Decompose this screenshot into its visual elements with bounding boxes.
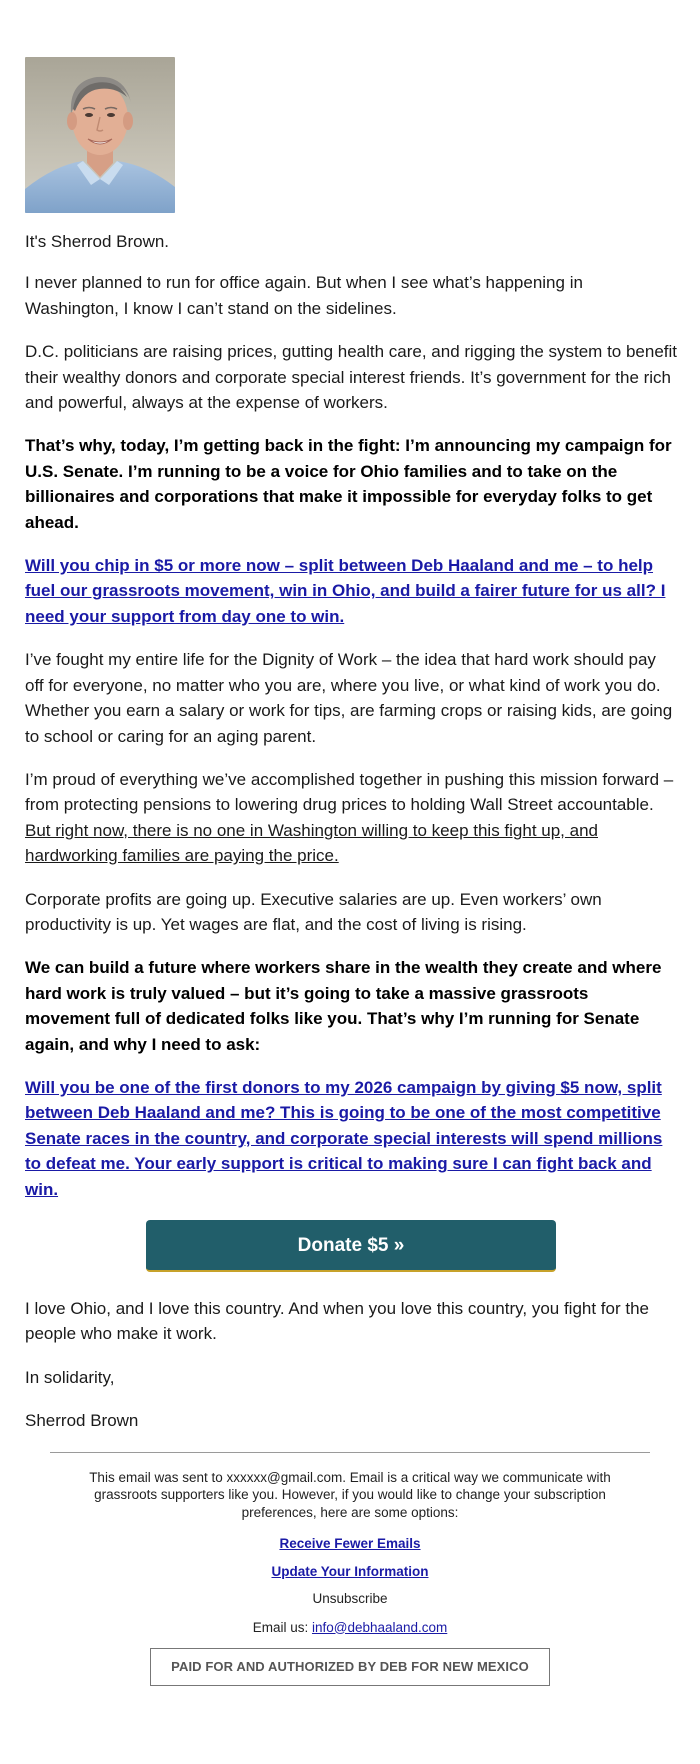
paragraph-announcement: That’s why, today, I’m getting back in the fight: I’m announcing my campaign for U.S. Senate. I’m running to be a voice for Ohio families and to take on the billionaires and corporations that make it impossible for everyday folks to get ahead. <box>25 436 672 532</box>
unsubscribe-link[interactable]: Unsubscribe <box>312 1591 388 1607</box>
paragraph-dignity-of-work: I’ve fought my entire life for the Dignity of Work – the idea that hard work should pay off for everyone, no matter who you are, where you live, or what kind of work you do. Whether you earn a salary or work for tips, are farming crops or raising kids, are going to school or caring for an aging parent. <box>25 650 673 746</box>
portrait-photo <box>25 57 175 213</box>
chip-in-link[interactable]: Will you chip in $5 or more now – split between Deb Haaland and me – to help fuel our grassroots movement, win in Ohio, and build a fairer future for us all? I need your support from day one to win. <box>25 556 666 626</box>
receive-fewer-emails-link[interactable]: Receive Fewer Emails <box>279 1536 421 1552</box>
donate-button[interactable]: Donate $5 » <box>146 1220 556 1272</box>
paragraph-future: We can build a future where workers share in the wealth they create and where hard work is truly valued – but it’s going to take a massive grassroots movement full of dedicated folks like you. That’s why I’m running for Senate again, and why I need to ask: <box>25 958 662 1054</box>
paragraph-proud-underlined: But right now, there is no one in Washington willing to keep this fight up, and hardworking families are paying the price. <box>25 820 598 866</box>
paragraph-intro: I never planned to run for office again. But when I see what’s happening in Washington, I know I can’t stand on the sidelines. <box>25 273 583 318</box>
paragraph-love-ohio: I love Ohio, and I love this country. And when you love this country, you fight for the people who make it work. <box>25 1299 649 1344</box>
update-information-link[interactable]: Update Your Information <box>271 1563 429 1579</box>
email-us-address-link[interactable]: info@debhaaland.com <box>311 1619 448 1635</box>
paragraph-first-donors <box>25 1075 677 1202</box>
footer-email-us <box>50 1619 650 1637</box>
email-content <box>25 57 677 1434</box>
donate-button-wrap <box>25 1220 677 1272</box>
footer-sent-notice: This email was sent to xxxxxx@gmail.com. Email is a critical way we communicate with grassroots supporters like you. However, if you would like to change your subscription preferences, here are some options: <box>89 1469 611 1520</box>
email-footer <box>50 1452 650 1686</box>
paragraph-corporate-profits: Corporate profits are going up. Executive salaries are up. Even workers’ own productivity is up. Yet wages are flat, and the cost of living is rising. <box>25 889 602 934</box>
paragraph-proud <box>25 767 677 869</box>
paragraph-proud-text: I’m proud of everything we’ve accomplished together in pushing this mission forward – from protecting pensions to lowering drug prices to holding Wall Street accountable. <box>25 769 674 815</box>
paragraph-politicians: D.C. politicians are raising prices, gutting health care, and rigging the system to benefit their wealthy donors and corporate special interest friends. It’s government for the rich and powerful, always at the expense of workers. <box>25 342 678 413</box>
signoff-text: In solidarity, <box>25 1367 115 1387</box>
signature-text: Sherrod Brown <box>25 1411 139 1431</box>
first-donors-link[interactable]: Will you be one of the first donors to my 2026 campaign by giving $5 now, split between Deb Haaland and me? This is going to be one of the most competitive Senate races in the country, and corporate special interests will spend millions to defeat me. Your early support is critical to making sure I can fight back and win. <box>25 1077 663 1199</box>
greeting-text: It's Sherrod Brown. <box>25 232 170 251</box>
paid-for-disclaimer: PAID FOR AND AUTHORIZED BY DEB FOR NEW MEXICO <box>150 1648 550 1686</box>
email-us-label: Email us: <box>252 1619 312 1635</box>
paragraph-chip-in <box>25 553 677 629</box>
